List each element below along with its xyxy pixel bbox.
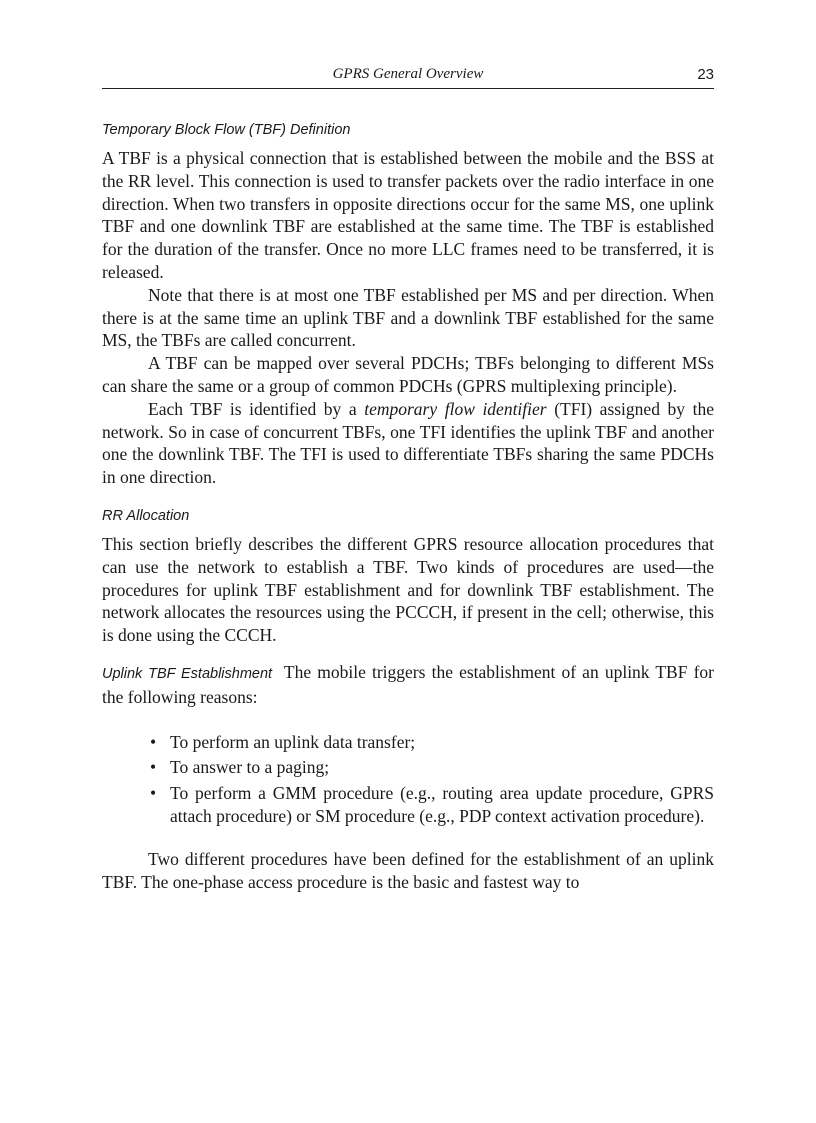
bullet-icon: • bbox=[150, 731, 157, 752]
list-item bbox=[148, 756, 714, 779]
list-item-text: To perform an uplink data transfer; bbox=[170, 731, 416, 752]
paragraph-text: The mobile triggers the establishment of an uplink TBF for the following reasons: bbox=[102, 661, 715, 707]
list-item bbox=[148, 782, 714, 828]
section-heading-tbf-definition: Temporary Block Flow (TBF) Definition bbox=[102, 122, 351, 138]
bullet-icon: • bbox=[150, 757, 157, 778]
page-number: 23 bbox=[697, 66, 714, 83]
paragraph bbox=[102, 398, 714, 489]
paragraph: A TBF is a physical connection that is established between the mobile and the BSS at the RR level. This connection is used to transfer packets over the radio interface in one direction. When two transfers in opposite directions occur for the same MS, one uplink TBF and one downlink TBF are established at the same time. The TBF is established for the duration of the transfer. Once no more LLC frames need to be transferred, it is released. bbox=[102, 148, 714, 282]
running-title: GPRS General Overview bbox=[332, 66, 484, 82]
page-body bbox=[102, 119, 714, 893]
paragraph: Two different procedures have been defined for the establishment of an uplink TBF. The one-phase access procedure is the basic and fastest way to bbox=[102, 848, 714, 892]
bullet-list bbox=[148, 731, 714, 828]
section-heading-rr-allocation: RR Allocation bbox=[102, 507, 190, 524]
bullet-icon: • bbox=[150, 783, 157, 804]
paragraph-text: (TFI) assigned by the network. So in case of concurrent TBFs, one TFI identifies the uplink TBF and another one the downlink TBF. The TFI is used to differentiate TBFs sharing the same PDCHs in one direction. bbox=[102, 398, 714, 488]
paragraph bbox=[102, 661, 714, 709]
running-header bbox=[102, 66, 714, 89]
paragraph: Note that there is at most one TBF established per MS and per direction. When there is at the same time an uplink TBF and a downlink TBF established for the same MS, the TBFs are called concurrent. bbox=[102, 284, 714, 351]
list-item-text: To answer to a paging; bbox=[170, 757, 330, 778]
paragraph: This section briefly describes the different GPRS resource allocation procedures that can use the network to establish a TBF. Two kinds of procedures are used—the procedures for uplink TBF establishment and for downlink TBF establishment. The network allocates the resources using the PCCCH, if present in the cell; otherwise, this is done using the CCCH. bbox=[102, 533, 714, 646]
emphasized-term: temporary flow identifier bbox=[364, 398, 547, 419]
list-item-text: To perform a GMM procedure (e.g., routing area update procedure, GPRS attach procedure) or SM procedure (e.g., PDP context activation procedure). bbox=[170, 783, 714, 826]
paragraph: A TBF can be mapped over several PDCHs; TBFs belonging to different MSs can share the same or a group of common PDCHs (GPRS multiplexing principle). bbox=[102, 353, 714, 396]
paragraph-text: Each TBF is identified by a bbox=[148, 398, 365, 419]
runin-heading-uplink-tbf: Uplink TBF Establishment bbox=[102, 665, 273, 682]
list-item bbox=[148, 731, 714, 754]
